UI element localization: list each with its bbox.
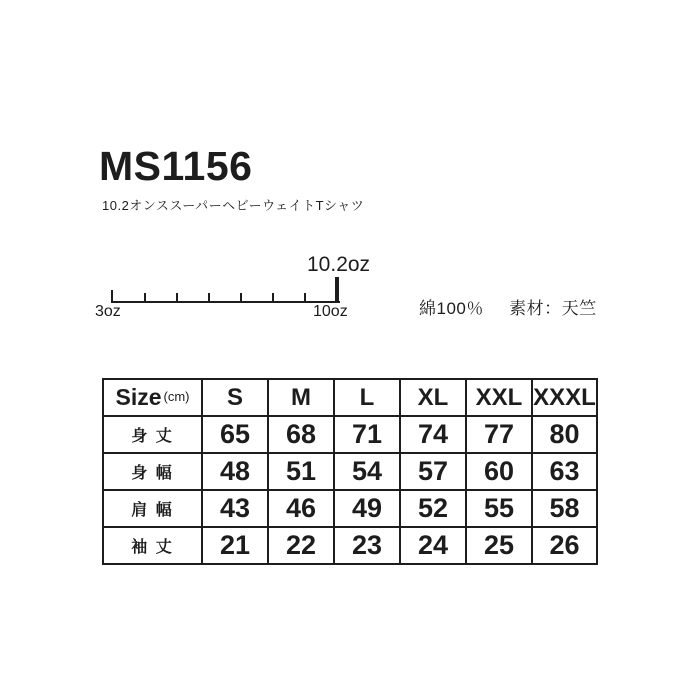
scale-tick bbox=[240, 293, 242, 303]
scale-max-label: 10oz bbox=[313, 303, 348, 320]
value-cell: 21 bbox=[202, 527, 268, 564]
product-code-title: MS1156 bbox=[99, 143, 253, 189]
value-cell: 22 bbox=[268, 527, 334, 564]
value-cell: 52 bbox=[400, 490, 466, 527]
column-header-m: M bbox=[268, 379, 334, 416]
value-cell: 23 bbox=[334, 527, 400, 564]
row-label-body-length: 身 丈 bbox=[103, 416, 202, 453]
scale-tick bbox=[176, 293, 178, 303]
size-unit-label: (cm) bbox=[163, 389, 190, 404]
value-cell: 77 bbox=[466, 416, 532, 453]
column-header-xxxl: XXXL bbox=[532, 379, 597, 416]
value-cell: 58 bbox=[532, 490, 597, 527]
material-fabric-label: 素材：天竺 bbox=[509, 299, 597, 318]
value-cell: 74 bbox=[400, 416, 466, 453]
value-cell: 48 bbox=[202, 453, 268, 490]
size-header-cell bbox=[103, 379, 202, 416]
table-row-shoulder-width bbox=[103, 490, 597, 527]
column-header-l: L bbox=[334, 379, 400, 416]
scale-tick-start bbox=[111, 290, 113, 303]
value-cell: 51 bbox=[268, 453, 334, 490]
value-cell: 71 bbox=[334, 416, 400, 453]
row-label-shoulder-width: 肩 幅 bbox=[103, 490, 202, 527]
value-cell: 55 bbox=[466, 490, 532, 527]
value-cell: 80 bbox=[532, 416, 597, 453]
table-row-sleeve-length bbox=[103, 527, 597, 564]
material-cotton-label: 綿100％ bbox=[419, 299, 484, 318]
value-cell: 54 bbox=[334, 453, 400, 490]
value-cell: 43 bbox=[202, 490, 268, 527]
value-cell: 24 bbox=[400, 527, 466, 564]
row-label-body-width: 身 幅 bbox=[103, 453, 202, 490]
scale-current-weight-label: 10.2oz bbox=[307, 253, 371, 276]
row-label-sleeve-length: 袖 丈 bbox=[103, 527, 202, 564]
column-header-xxl: XXL bbox=[466, 379, 532, 416]
scale-tick bbox=[272, 293, 274, 303]
value-cell: 63 bbox=[532, 453, 597, 490]
value-cell: 65 bbox=[202, 416, 268, 453]
size-chart-table bbox=[102, 378, 598, 565]
scale-tick bbox=[144, 293, 146, 303]
value-cell: 57 bbox=[400, 453, 466, 490]
size-label: Size bbox=[115, 384, 162, 410]
column-header-xl: XL bbox=[400, 379, 466, 416]
table-row-body-width bbox=[103, 453, 597, 490]
table-header-row bbox=[103, 379, 597, 416]
scale-tick bbox=[304, 293, 306, 303]
value-cell: 68 bbox=[268, 416, 334, 453]
scale-min-label: 3oz bbox=[95, 303, 121, 320]
value-cell: 49 bbox=[334, 490, 400, 527]
product-name-subtitle: 10.2オンススーパーヘビーウェイトTシャツ bbox=[102, 198, 365, 213]
scale-tick bbox=[208, 293, 210, 303]
column-header-s: S bbox=[202, 379, 268, 416]
value-cell: 25 bbox=[466, 527, 532, 564]
material-info bbox=[419, 294, 597, 319]
table-row-body-length bbox=[103, 416, 597, 453]
value-cell: 60 bbox=[466, 453, 532, 490]
scale-current-marker bbox=[335, 277, 339, 303]
value-cell: 46 bbox=[268, 490, 334, 527]
value-cell: 26 bbox=[532, 527, 597, 564]
